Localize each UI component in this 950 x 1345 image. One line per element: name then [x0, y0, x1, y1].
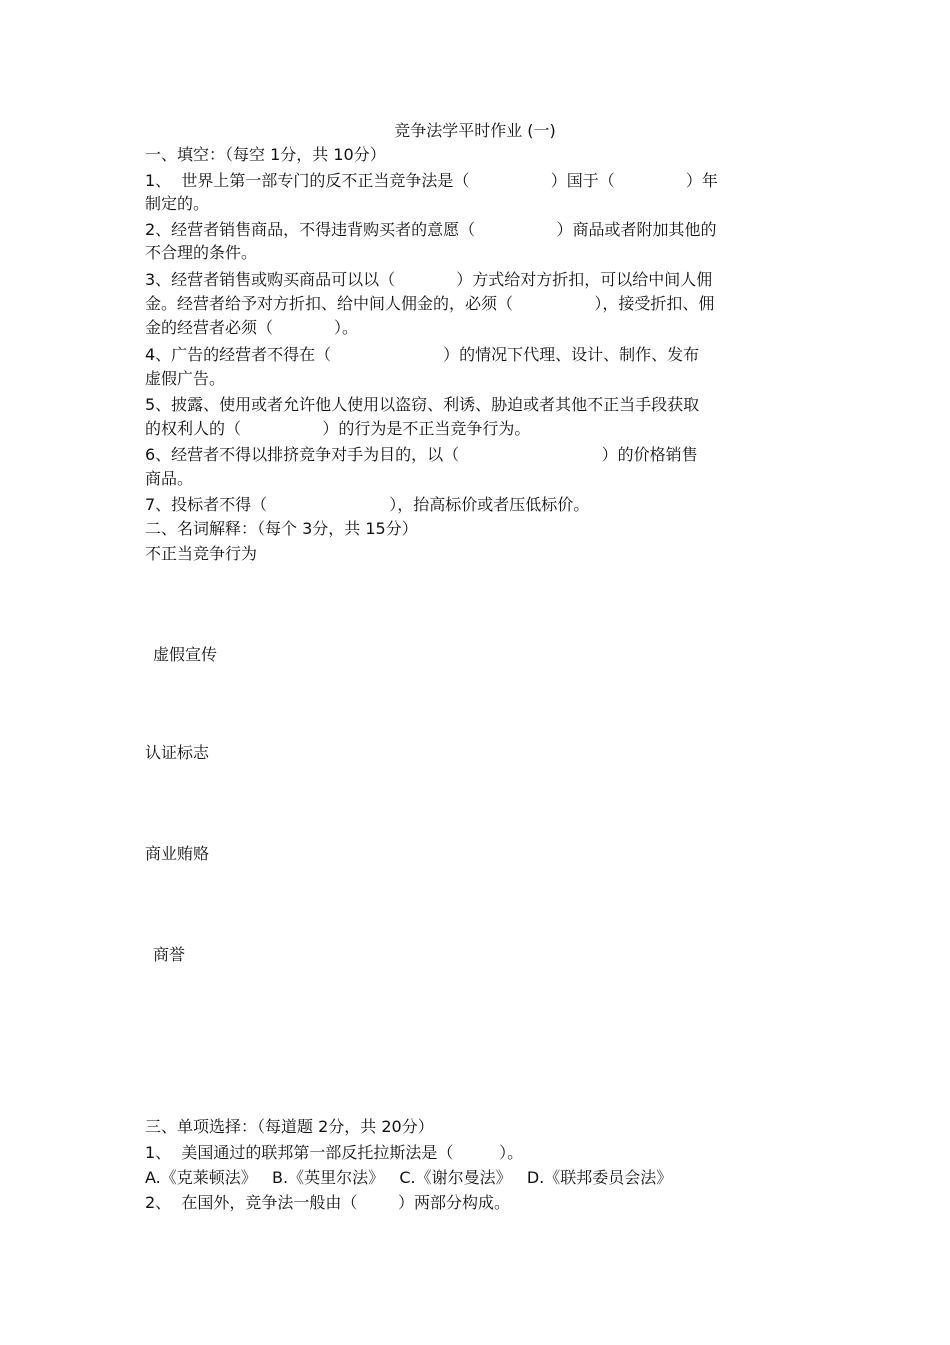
fill-blank-line: 制定的。 [145, 194, 210, 213]
question-line: 1、 美国通过的联邦第一部反托拉斯法是（ ）。 [145, 1143, 524, 1162]
term-item: 商业贿赂 [145, 844, 210, 863]
fill-blank-line: 1、 世界上第一部专门的反不正当竞争法是（ ）国于（ ）年 [145, 171, 718, 190]
fill-blank-line: 3、经营者销售或购买商品可以以（ ）方式给对方折扣，可以给中间人佣 [145, 270, 713, 289]
fill-blank-line: 金。经营者给予对方折扣、给中间人佣金的，必须（ ），接受折扣、佣 [145, 294, 715, 313]
question-line: 2、 在国外，竞争法一般由（ ）两部分构成。 [145, 1193, 511, 1212]
page-title: 竞争法学平时作业 (一) [394, 121, 556, 140]
fill-blank-line: 商品。 [145, 469, 194, 488]
question-options: A.《克莱顿法》 B.《英里尔法》 C.《谢尔曼法》 D.《联邦委员会法》 [145, 1168, 673, 1187]
fill-blank-line: 的权利人的（ ）的行为是不正当竞争行为。 [145, 419, 531, 438]
fill-blank-line: 7、投标者不得（ ），抬高标价或者压低标价。 [145, 495, 590, 514]
fill-blank-line: 6、经营者不得以排挤竞争对手为目的，以（ ）的价格销售 [145, 445, 698, 464]
fill-blank-line: 5、披露、使用或者允许他人使用以盗窃、利诱、胁迫或者其他不正当手段获取 [145, 395, 700, 414]
fill-blank-line: 金的经营者必须（ ）。 [145, 318, 359, 337]
fill-blank-line: 不合理的条件。 [145, 243, 258, 262]
fill-blank-line: 4、广告的经营者不得在（ ）的情况下代理、设计、制作、发布 [145, 345, 700, 364]
term-item: 不正当竞争行为 [145, 544, 258, 563]
section1-heading: 一、填空：（每空 1分，共 10分） [145, 145, 386, 164]
fill-blank-line: 虚假广告。 [145, 369, 226, 388]
term-item: 商誉 [153, 945, 186, 964]
fill-blank-line: 2、经营者销售商品，不得违背购买者的意愿（ ）商品或者附加其他的 [145, 220, 717, 239]
section2-heading: 二、名词解释：（每个 3分，共 15分） [145, 519, 418, 538]
term-item: 虚假宣传 [153, 645, 218, 664]
term-item: 认证标志 [145, 743, 210, 762]
section3-heading: 三、单项选择：（每道题 2分，共 20分） [145, 1117, 434, 1136]
